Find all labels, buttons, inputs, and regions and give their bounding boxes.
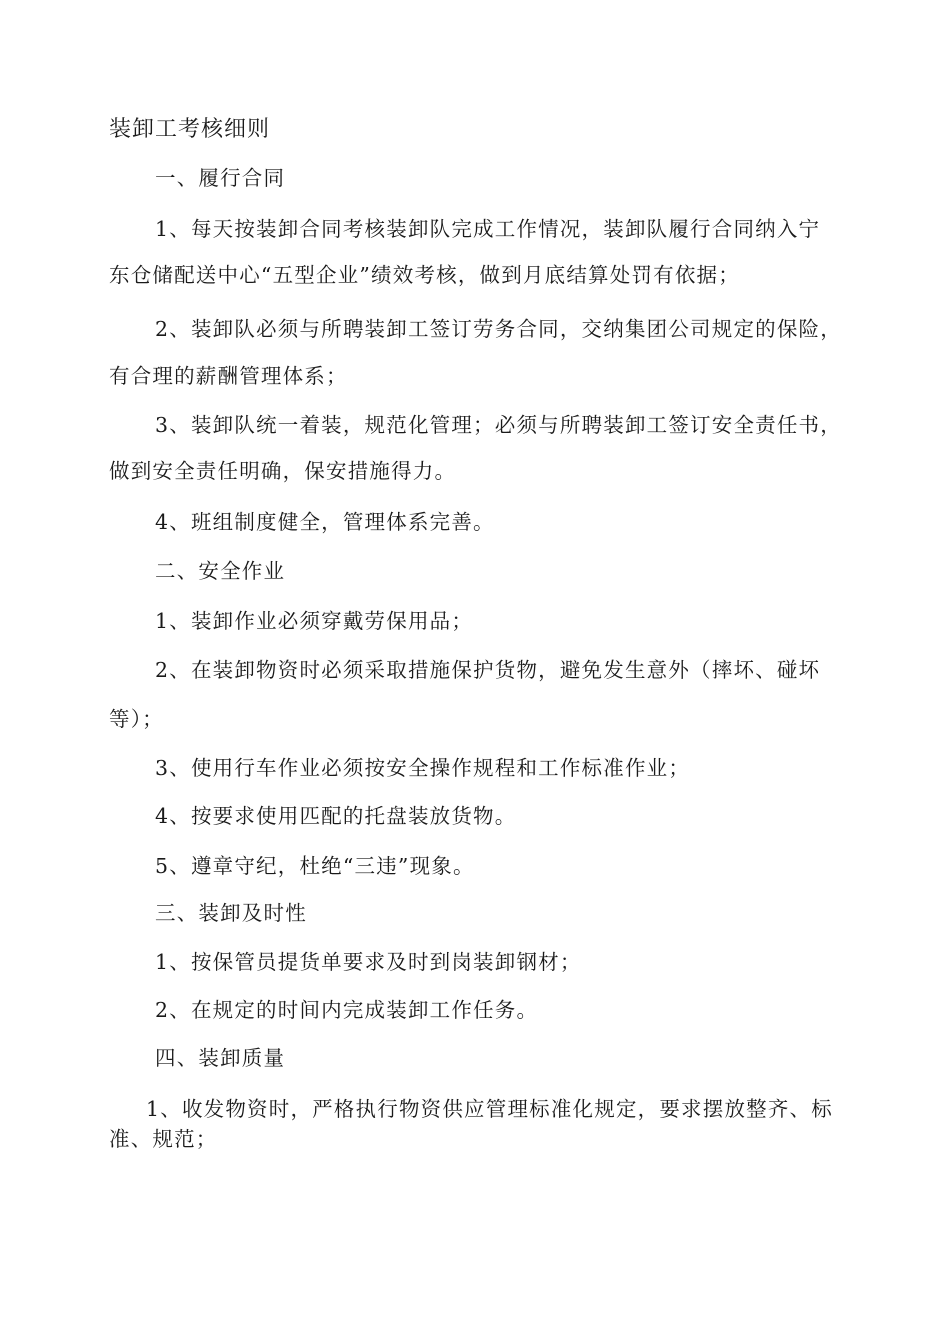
section-heading: 四、装卸质量 (155, 1046, 286, 1070)
paragraph-line: 1、按保管员提货单要求及时到岗装卸钢材； (155, 950, 582, 974)
section-heading: 一、履行合同 (155, 166, 286, 190)
paragraph-line: 2、在装卸物资时必须采取措施保护货物，避免发生意外（摔坏、碰坏 (155, 658, 821, 682)
paragraph-line: 5、遵章守纪，杜绝“三违”现象。 (155, 854, 475, 878)
paragraph-line: 2、装卸队必须与所聘装卸工签订劳务合同，交纳集团公司规定的保险， (155, 317, 842, 341)
paragraph-line: 1、每天按装卸合同考核装卸队完成工作情况，装卸队履行合同纳入宁 (155, 217, 821, 241)
section-heading: 二、安全作业 (155, 559, 286, 583)
section-heading: 三、装卸及时性 (155, 901, 307, 925)
paragraph-line: 3、装卸队统一着装，规范化管理；必须与所聘装卸工签订安全责任书， (155, 413, 842, 437)
paragraph-line: 2、在规定的时间内完成装卸工作任务。 (155, 998, 539, 1022)
paragraph-line: 4、按要求使用匹配的托盘装放货物。 (155, 804, 517, 828)
paragraph-line: 等）； (109, 707, 164, 731)
paragraph-line: 1、收发物资时，严格执行物资供应管理标准化规定，要求摆放整齐、标 (146, 1097, 833, 1121)
paragraph-line: 准、规范； (109, 1127, 218, 1151)
paragraph-line: 4、班组制度健全，管理体系完善。 (155, 510, 495, 534)
paragraph-line: 3、使用行车作业必须按安全操作规程和工作标准作业； (155, 756, 691, 780)
paragraph-line: 做到安全责任明确，保安措施得力。 (109, 459, 457, 483)
paragraph-line: 有合理的薪酬管理体系； (109, 364, 348, 388)
paragraph-line: 1、装卸作业必须穿戴劳保用品； (155, 609, 474, 633)
paragraph-line: 东仓储配送中心“五型企业”绩效考核，做到月底结算处罚有依据； (109, 263, 740, 287)
document-title: 装卸工考核细则 (109, 117, 271, 142)
